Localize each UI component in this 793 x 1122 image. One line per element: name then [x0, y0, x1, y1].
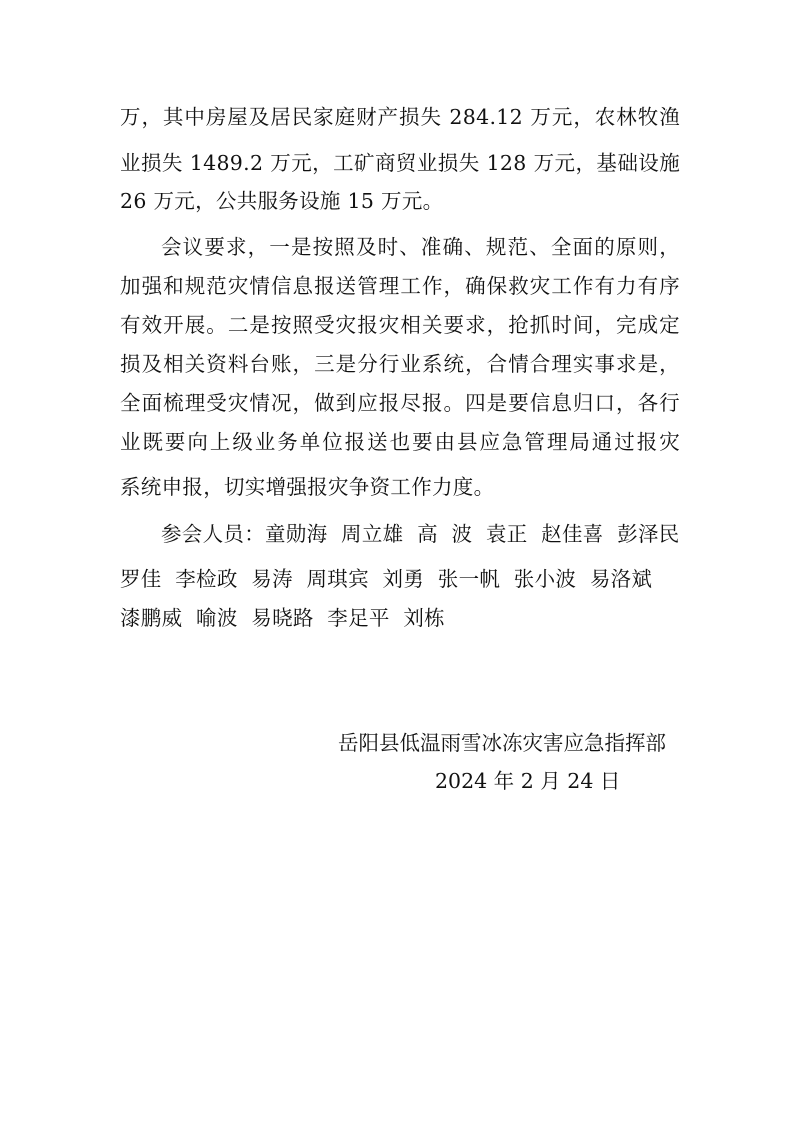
attendees-line-1: 参会人员：童勋海 周立雄 高 波 袁正 赵佳喜 彭泽民 — [161, 522, 680, 546]
paragraph2-line-1: 会议要求，一是按照及时、准确、规范、全面的原则， — [161, 235, 680, 259]
attendees-line-3: 漆鹏威 喻波 易晓路 李足平 刘栋 — [120, 606, 445, 630]
signature-date: 2024 年 2 月 24 日 — [435, 769, 621, 793]
paragraph2-line-5: 全面梳理受灾情况，做到应报尽报。四是要信息归口，各行 — [120, 391, 680, 415]
paragraph2-line-4: 损及相关资料台账，三是分行业系统，合情合理实事求是， — [120, 352, 680, 376]
paragraph2-line-3: 有效开展。二是按照受灾报灾相关要求，抢抓时间，完成定 — [120, 313, 680, 337]
paragraph1-line-2: 业损失 1489.2 万元，工矿商贸业损失 128 万元，基础设施 — [120, 151, 680, 175]
paragraph2-line-2: 加强和规范灾情信息报送管理工作，确保救灾工作有力有序 — [120, 274, 680, 298]
signature-organization: 岳阳县低温雨雪冰冻灾害应急指挥部 — [338, 731, 666, 755]
paragraph1-line-1: 万，其中房屋及居民家庭财产损失 284.12 万元，农林牧渔 — [120, 105, 680, 129]
paragraph2-line-6: 业既要向上级业务单位报送也要由县应急管理局通过报灾 — [120, 430, 680, 454]
paragraph2-line-7: 系统申报，切实增强报灾争资工作力度。 — [120, 475, 495, 499]
attendees-line-2: 罗佳 李检政 易涛 周琪宾 刘勇 张一帆 张小波 易洛斌 — [120, 567, 653, 591]
paragraph1-line-3: 26 万元，公共服务设施 15 万元。 — [120, 189, 444, 213]
